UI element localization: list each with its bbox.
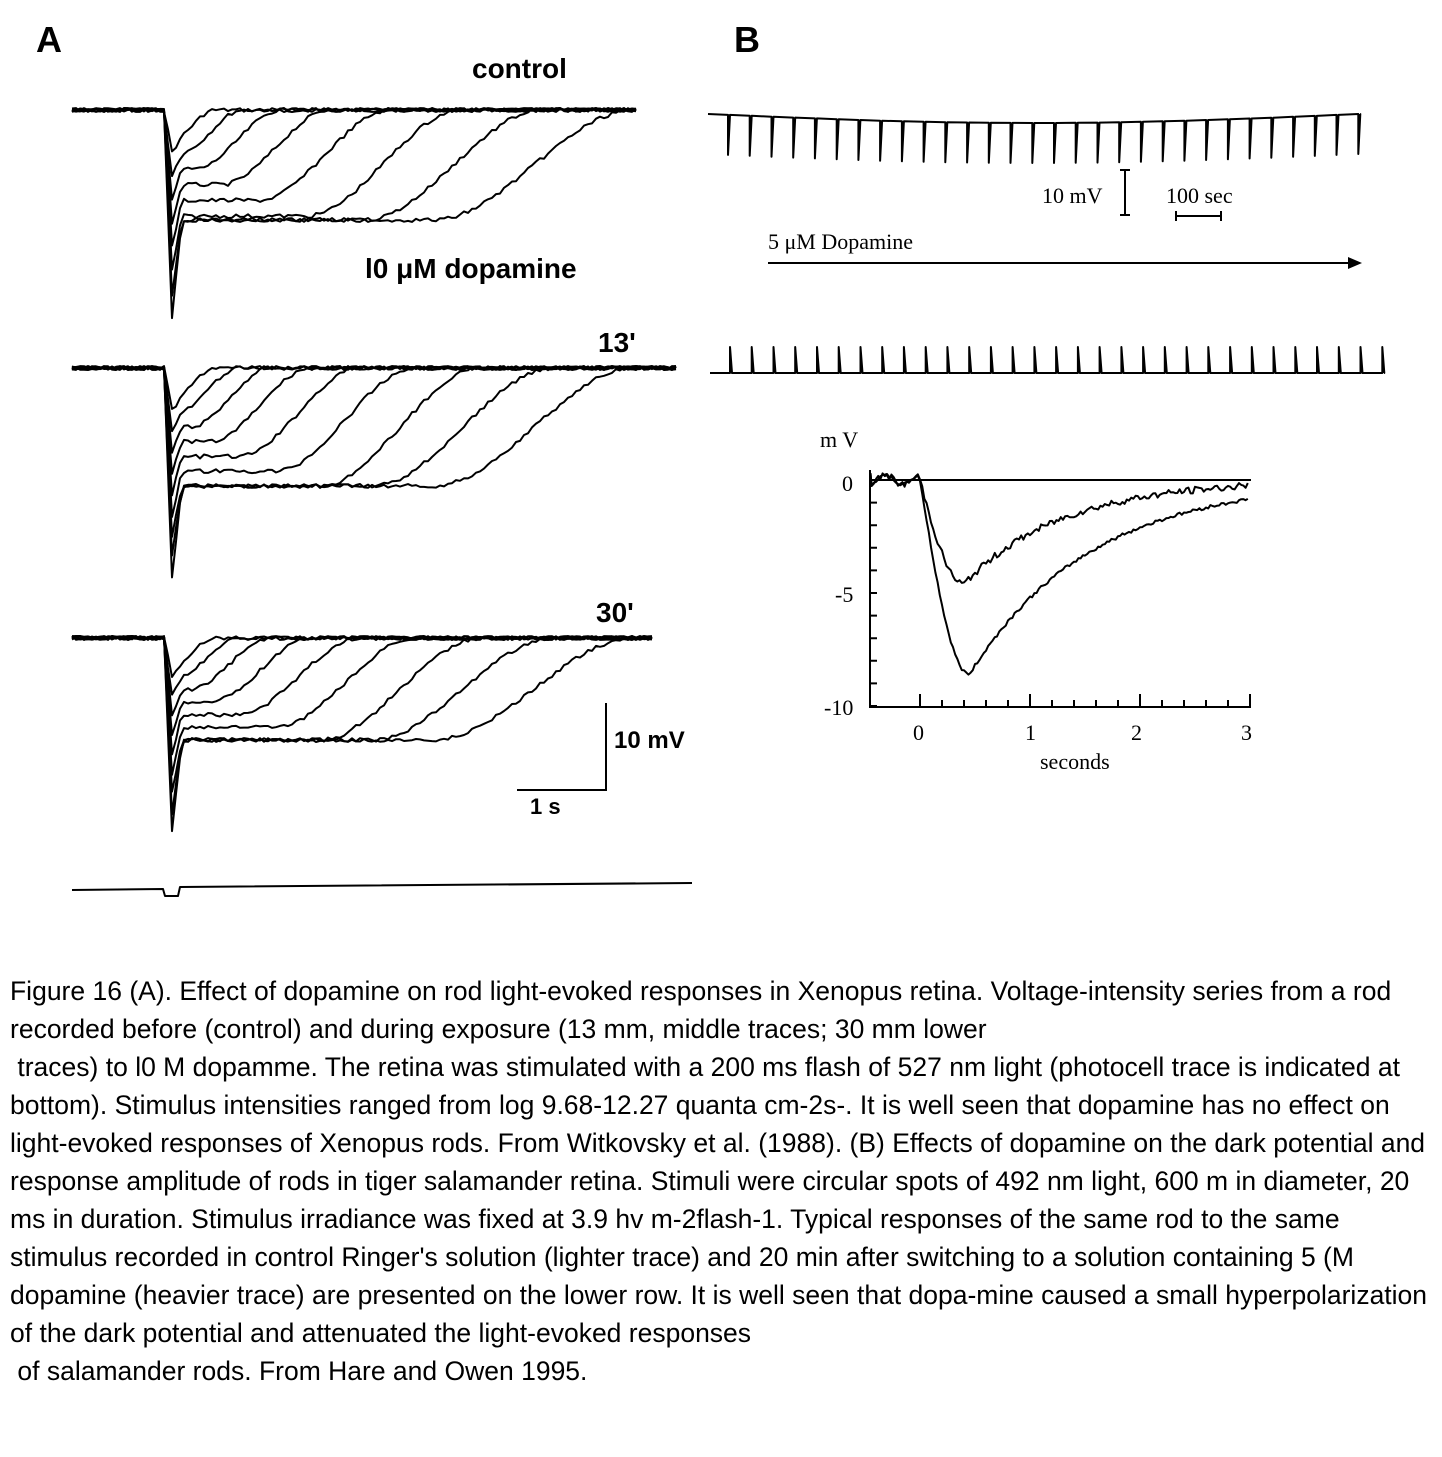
scale-bar-b-sec: 100 sec (1166, 183, 1233, 208)
panel-b (708, 19, 1384, 774)
scale-bar-a-s: 1 s (530, 794, 561, 819)
response-trace (72, 636, 652, 831)
dark-potential-trace-dopamine (708, 114, 1360, 163)
dark-potential-trace-control (710, 347, 1384, 373)
13-min-traces (72, 366, 676, 577)
response-trace (72, 366, 676, 409)
response-plot (820, 427, 1252, 774)
plot-xlabel: seconds (1040, 749, 1110, 774)
response-trace (72, 636, 652, 677)
response-trace (72, 366, 676, 556)
response-trace (72, 108, 636, 270)
panel-b-letter: B (734, 19, 760, 60)
xtick-0: 0 (913, 720, 924, 745)
response-trace (72, 366, 676, 474)
dopamine-arrow-head (1348, 257, 1362, 269)
scale-bar-a-mv: 10 mV (614, 727, 685, 754)
response-trace (72, 636, 652, 754)
response-trace (72, 366, 676, 453)
scale-bar-b-vertical (1120, 170, 1130, 215)
plot-ticks (870, 480, 1250, 707)
scale-bar-b-horizontal (1176, 211, 1221, 221)
response-trace (72, 636, 652, 775)
ytick-minus-5: -5 (835, 582, 854, 607)
response-trace (72, 636, 652, 791)
response-trace (72, 108, 636, 151)
figure-caption: Figure 16 (A). Effect of dopamine on rod light-evoked responses in Xenopus retina. Voltage-intensity series from a rod recorded before (control) and during exposure (13 mm, middle traces; 30 mm lower traces) to l0 M dopamme. The retina was stimulated with a 200 ms flash of 527 nm light (photocell trace is indicated at bottom). Stimulus intensities ranged from log 9.68-12.27 quanta cm-2s-. It is well seen that dopamine has no effect on light-evoked responses of Xenopus rods. From Witkovsky et al. (1988). (B) Effects of dopamine on the dark potential and response amplitude of rods in tiger salamander retina. Stimuli were circular spots of 492 nm light, 600 m in diameter, 20 ms in duration. Stimulus irradiance was fixed at 3.9 hv m-2flash-1. Typical responses of the same rod to the same stimulus recorded in control Ringer's solution (lighter trace) and 20 min after switching to a solution containing 5 (M dopamine (heavier trace) are presented on the lower row. It is well seen that dopa-mine caused a small hyperpolarization of the dark potential and attenuated the light-evoked responses of salamander rods. From Hare and Owen 1995. (10, 976, 1428, 1386)
dopamine-label-b: 5 μM Dopamine (768, 229, 913, 254)
plot-ylabel: m V (820, 427, 859, 452)
ytick-minus-10: -10 (824, 695, 854, 720)
label-dopamine: l0 μM dopamine (365, 253, 577, 284)
response-trace (72, 108, 636, 176)
label-30-min: 30' (596, 597, 634, 628)
response-trace (72, 636, 652, 715)
xtick-2: 2 (1131, 720, 1142, 745)
photocell-trace (72, 883, 692, 896)
scale-bar-a (517, 703, 606, 790)
panel-a (36, 19, 692, 896)
response-trace (72, 366, 676, 431)
scale-bar-b-mv: 10 mV (1042, 183, 1103, 208)
response-trace (72, 108, 636, 318)
xtick-3: 3 (1241, 720, 1252, 745)
ytick-0: 0 (842, 471, 853, 496)
response-trace (72, 108, 636, 200)
response-trace (72, 366, 676, 517)
response-trace (72, 636, 652, 735)
response-trace (72, 366, 676, 577)
response-trace (72, 108, 636, 246)
30-min-traces (72, 636, 652, 831)
control-traces (72, 108, 636, 318)
label-13-min: 13' (598, 327, 636, 358)
label-control: control (472, 53, 567, 84)
panel-a-letter: A (36, 19, 62, 60)
response-trace (72, 636, 652, 815)
xtick-1: 1 (1025, 720, 1036, 745)
